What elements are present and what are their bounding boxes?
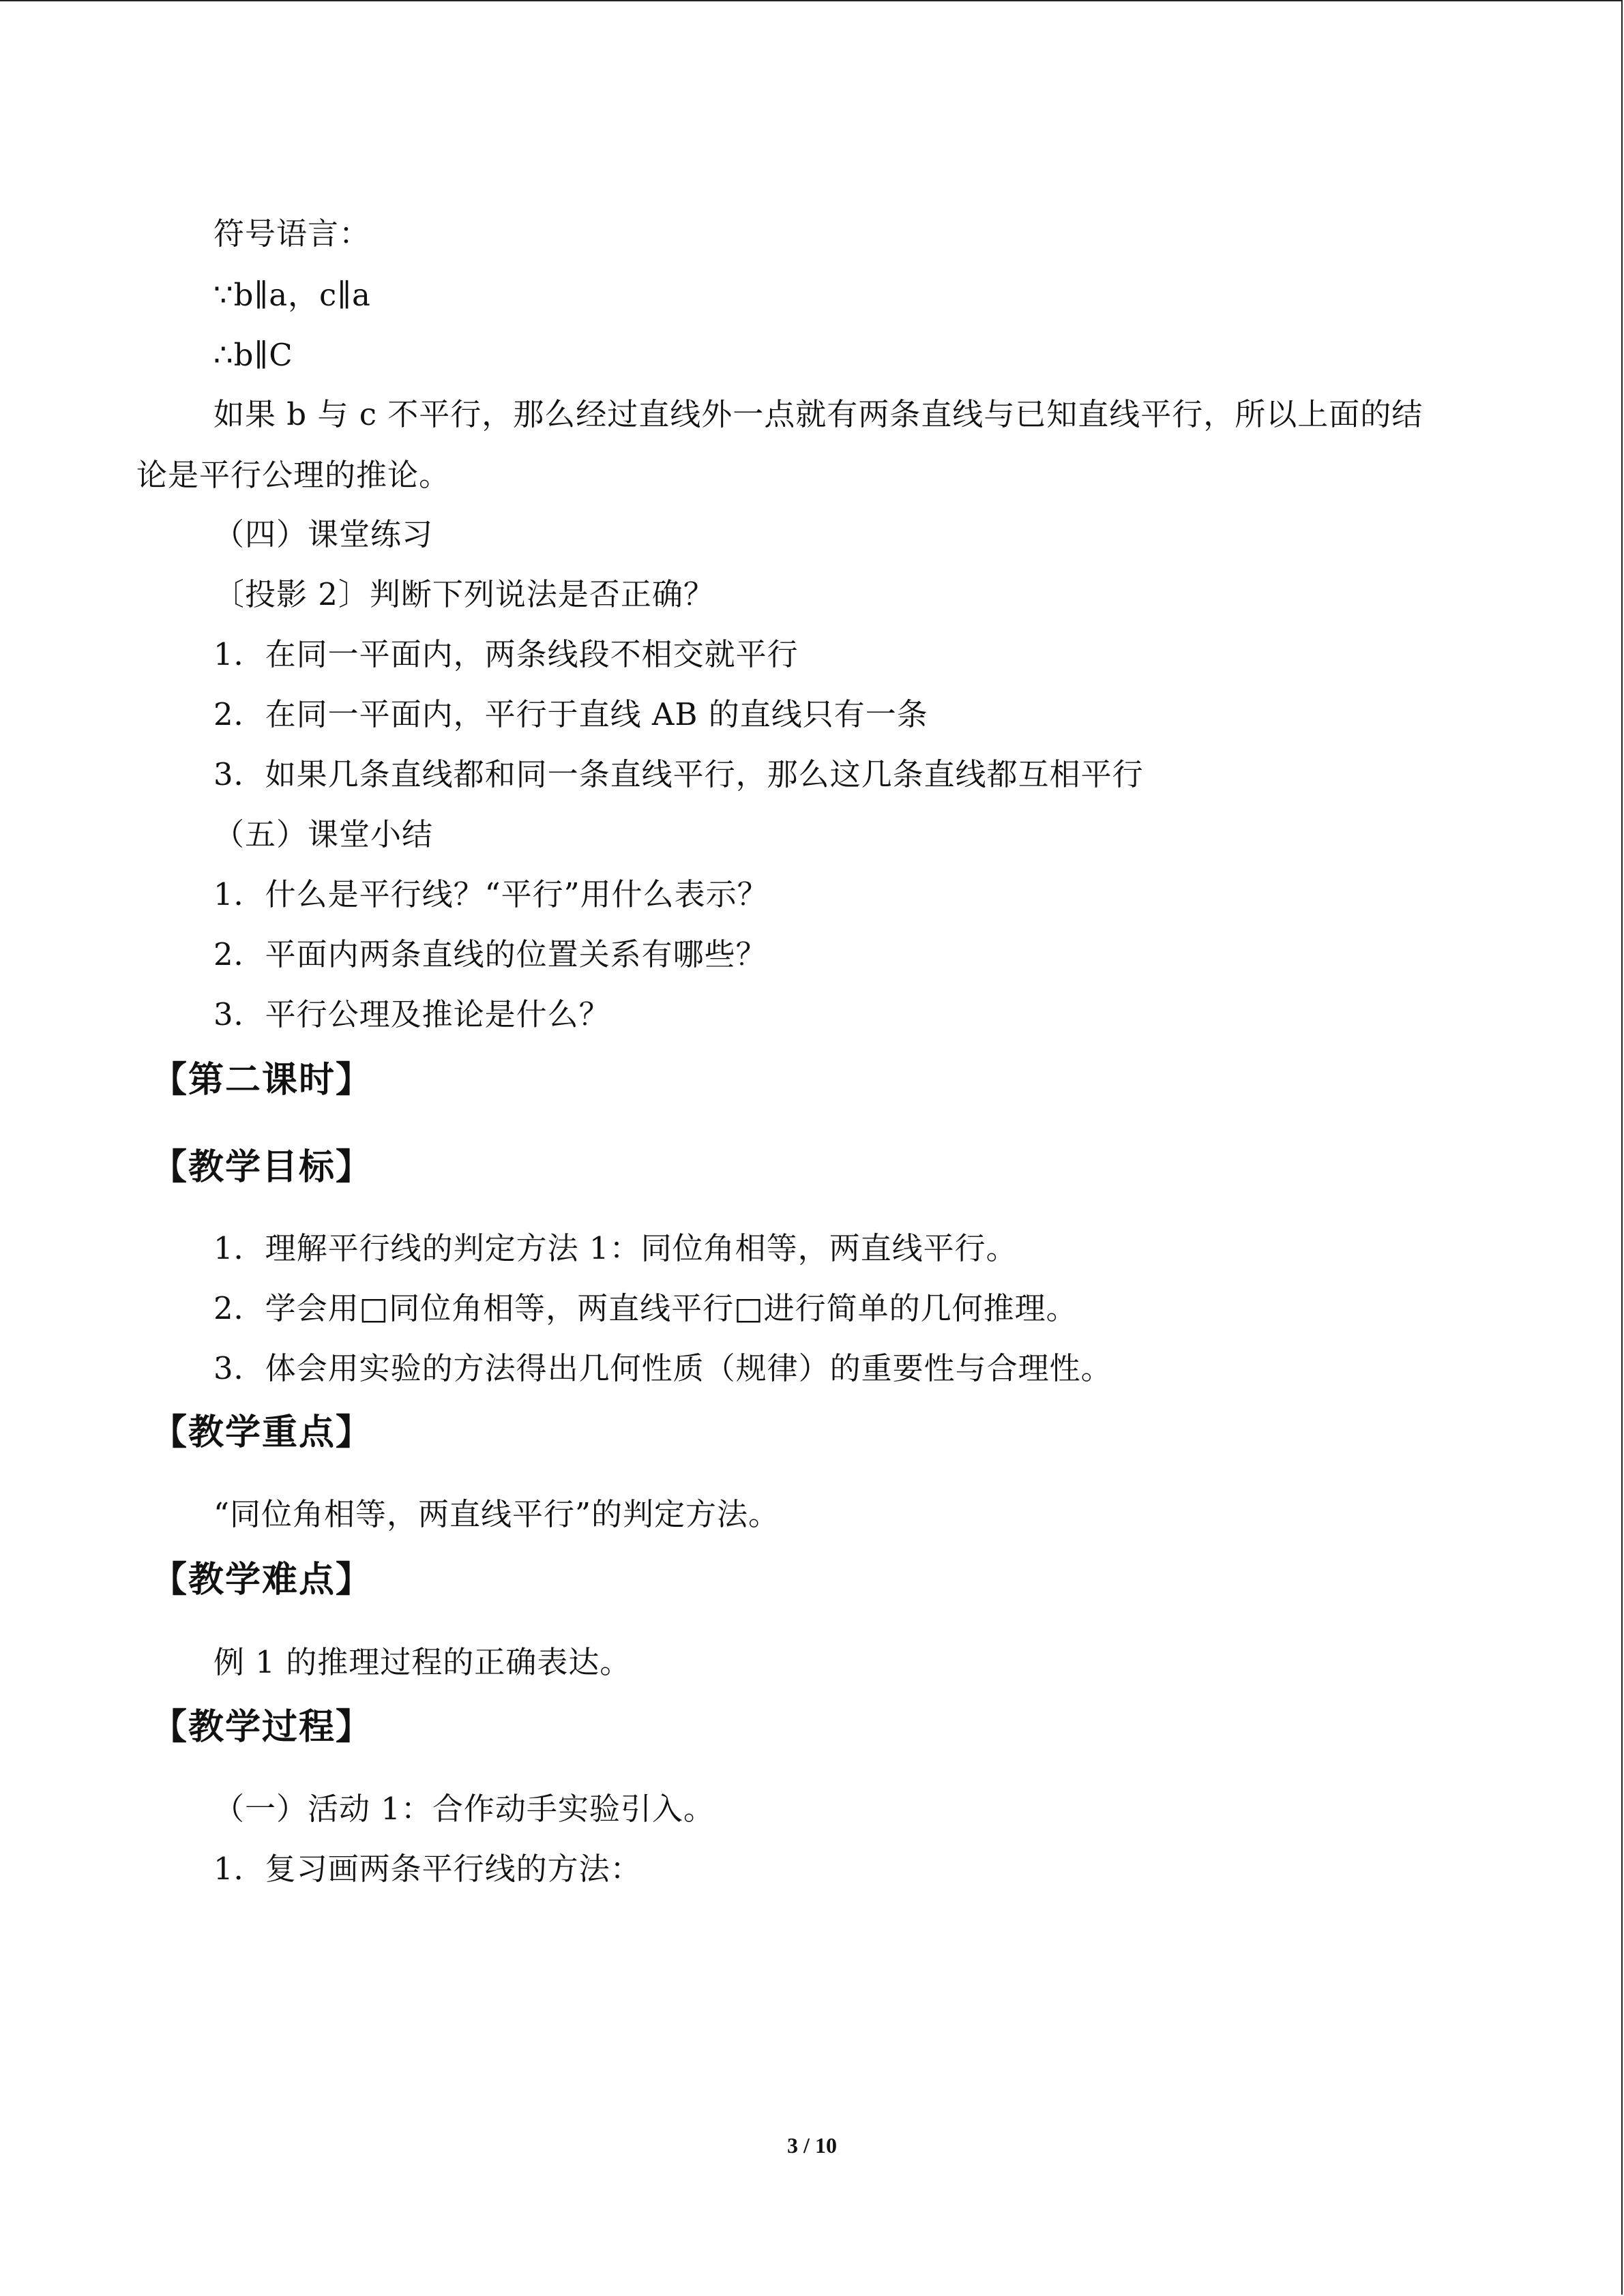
heading-key-points: 【教学重点】 [151,1412,373,1453]
therefore-statement: ∴b∥C [213,337,293,373]
objective-item-3: 3．体会用实验的方法得出几何性质（规律）的重要性与合理性。 [213,1350,1112,1386]
symbol-language-label: 符号语言： [213,215,371,252]
explanation-line-2: 论是平行公理的推论。 [136,457,451,493]
section-classroom-summary: （五）课堂小结 [213,816,434,852]
summary-item-2: 2．平面内两条直线的位置关系有哪些？ [213,936,767,972]
because-statement: ∵b∥a，c∥a [213,277,371,313]
process-activity-1: （一）活动 1：合作动手实验引入。 [213,1791,715,1827]
section-classroom-practice: （四）课堂练习 [213,516,434,552]
heading-difficulties: 【教学难点】 [151,1560,373,1600]
practice-item-2: 2．在同一平面内，平行于直线 AB 的直线只有一条 [213,696,928,732]
objective-item-2: 2．学会用□同位角相等，两直线平行□进行简单的几何推理。 [213,1290,1078,1326]
difficulty-text: 例 1 的推理过程的正确表达。 [213,1644,632,1680]
page-number: 3 / 10 [787,2133,837,2158]
projection-2-prompt: 〔投影 2〕判断下列说法是否正确？ [213,576,715,612]
practice-item-1: 1．在同一平面内，两条线段不相交就平行 [213,636,799,672]
practice-item-3: 3．如果几条直线都和同一条直线平行，那么这几条直线都互相平行 [213,756,1144,792]
summary-item-1: 1．什么是平行线？“平行”用什么表示？ [213,876,769,912]
heading-process: 【教学过程】 [151,1707,373,1748]
heading-objectives: 【教学目标】 [151,1147,373,1188]
objective-item-1: 1．理解平行线的判定方法 1：同位角相等，两直线平行。 [213,1230,1018,1266]
explanation-line-1: 如果 b 与 c 不平行，那么经过直线外一点就有两条直线与已知直线平行，所以上面的结 [213,396,1423,432]
summary-item-3: 3．平行公理及推论是什么？ [213,996,610,1032]
key-point-text: “同位角相等，两直线平行”的判定方法。 [213,1496,780,1532]
heading-second-lesson: 【第二课时】 [151,1060,373,1101]
process-step-1: 1．复习画两条平行线的方法： [213,1851,642,1887]
